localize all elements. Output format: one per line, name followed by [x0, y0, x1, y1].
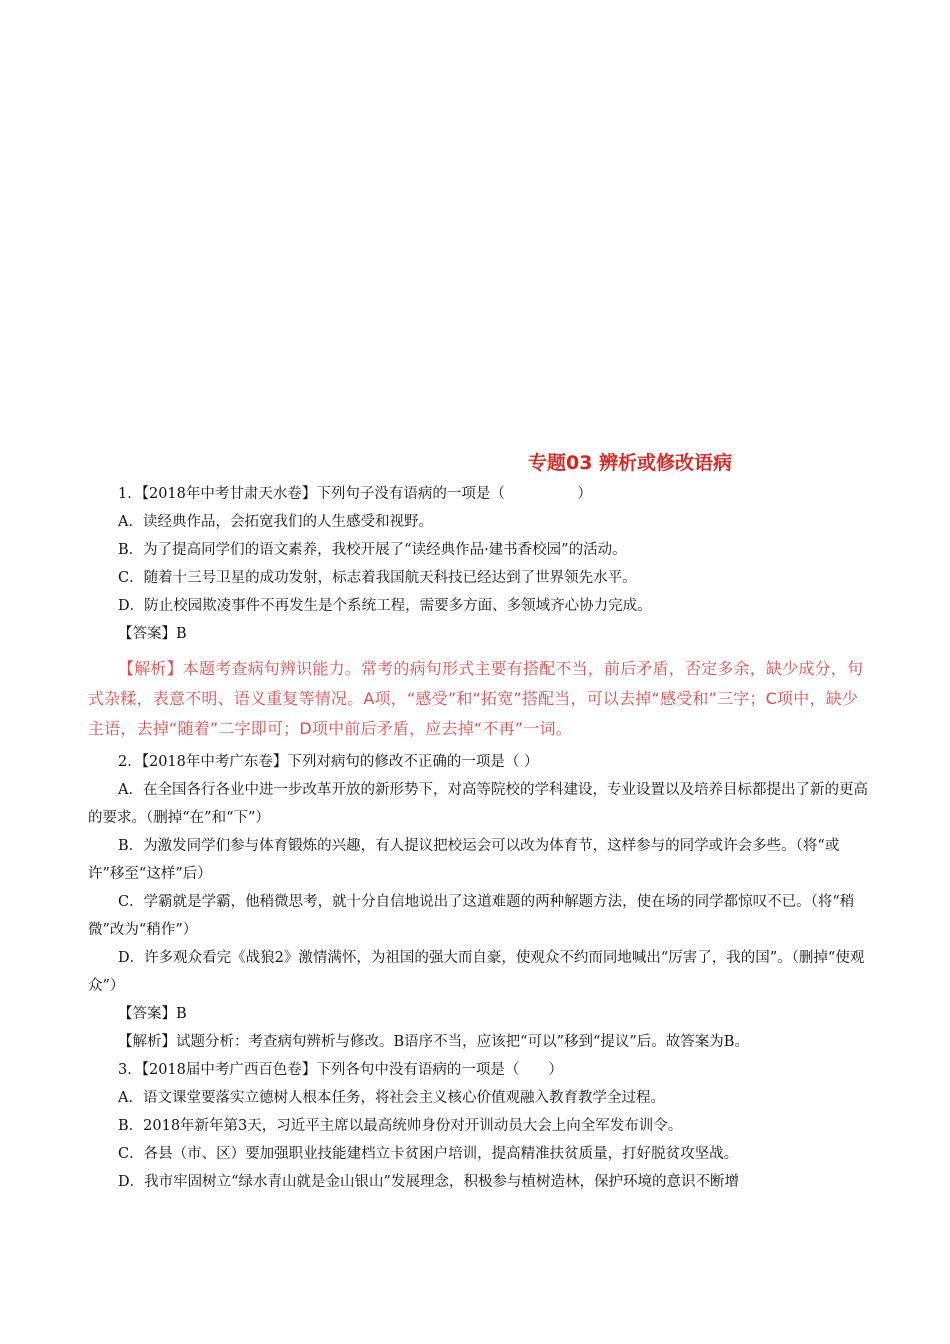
question-1-option-b: B．为了提高同学们的语文素养，我校开展了“读经典作品·建书香校园”的活动。 [118, 542, 627, 558]
question-2-option-b: B．为激发同学们参与体育锻炼的兴趣，有人提议把校运会可以改为体育节，这样参与的同学或许会多些。（将“或许”移至“这样”后） [88, 838, 840, 882]
question-1-option-a: A．读经典作品，会拓宽我们的人生感受和视野。 [118, 514, 433, 530]
question-1-analysis: 【解析】本题考查病句辨识能力。常考的病句形式主要有搭配不当，前后矛盾，否定多余，缺少成分，句式杂糅，表意不明、语义重复等情况。A项，“感受”和“拓宽”搭配当，可以去掉“感受和”三字；C项中，缺少主语，去掉“随着”二字即可；D项中前后矛盾，应去掉“不再”一词。 [88, 659, 864, 738]
question-1-answer: 【答案】B [118, 626, 187, 642]
question-3-option-d: D．我市牢固树立“绿水青山就是金山银山”发展理念，积极参与植树造林，保护环境的意识不断增 [118, 1174, 739, 1190]
question-2-analysis: 【解析】试题分析：考查病句辨析与修改。B语序不当，应该把“可以”移到“提议”后。故答案为B。 [118, 1034, 749, 1050]
question-2-option-a: A．在全国各行各业中进一步改革开放的新形势下，对高等院校的学科建设，专业设置以及培养目标都提出了新的更高的要求。（删掉“在”和“下”） [88, 782, 868, 826]
question-1-stem: 1．【2018年中考甘肃天水卷】下列句子没有语病的一项是（ ） [118, 486, 592, 502]
question-3-stem: 3．【2018届中考广西百色卷】下列各句中没有语病的一项是（ ） [118, 1062, 563, 1078]
question-2-option-c: C．学霸就是学霸，他稍微思考，就十分自信地说出了这道难题的两种解题方法，使在场的同学都惊叹不已。（将“稍微”改为“稍作”） [88, 894, 855, 938]
document-body [88, 480, 868, 1196]
question-1-option-c: C．随着十三号卫星的成功发射，标志着我国航天科技已经达到了世界领先水平。 [118, 570, 637, 586]
question-3-option-c: C．各县（市、区）要加强职业技能建档立卡贫困户培训，提高精准扶贫质量，打好脱贫攻坚战。 [118, 1146, 739, 1162]
question-2-answer: 【答案】B [118, 1006, 187, 1022]
question-2-stem: 2．【2018年中考广东卷】下列对病句的修改不正确的一项是（ ） [118, 754, 539, 770]
question-3-option-a: A．语文课堂要落实立德树人根本任务，将社会主义核心价值观融入教育教学全过程。 [118, 1090, 665, 1106]
page-title: 专题03 辨析或修改语病 [528, 452, 733, 474]
question-1-option-d: D．防止校园欺凌事件不再发生是个系统工程，需要多方面、多领域齐心协力完成。 [118, 598, 652, 614]
question-2-option-d: D．许多观众看完《战狼2》激情满怀，为祖国的强大而自豪，使观众不约而同地喊出“厉害了，我的国”。（删掉“使观众”） [88, 950, 865, 994]
question-3-option-b: B．2018年新年第3天，习近平主席以最高统帅身份对开训动员大会上向全军发布训令。 [118, 1118, 683, 1134]
